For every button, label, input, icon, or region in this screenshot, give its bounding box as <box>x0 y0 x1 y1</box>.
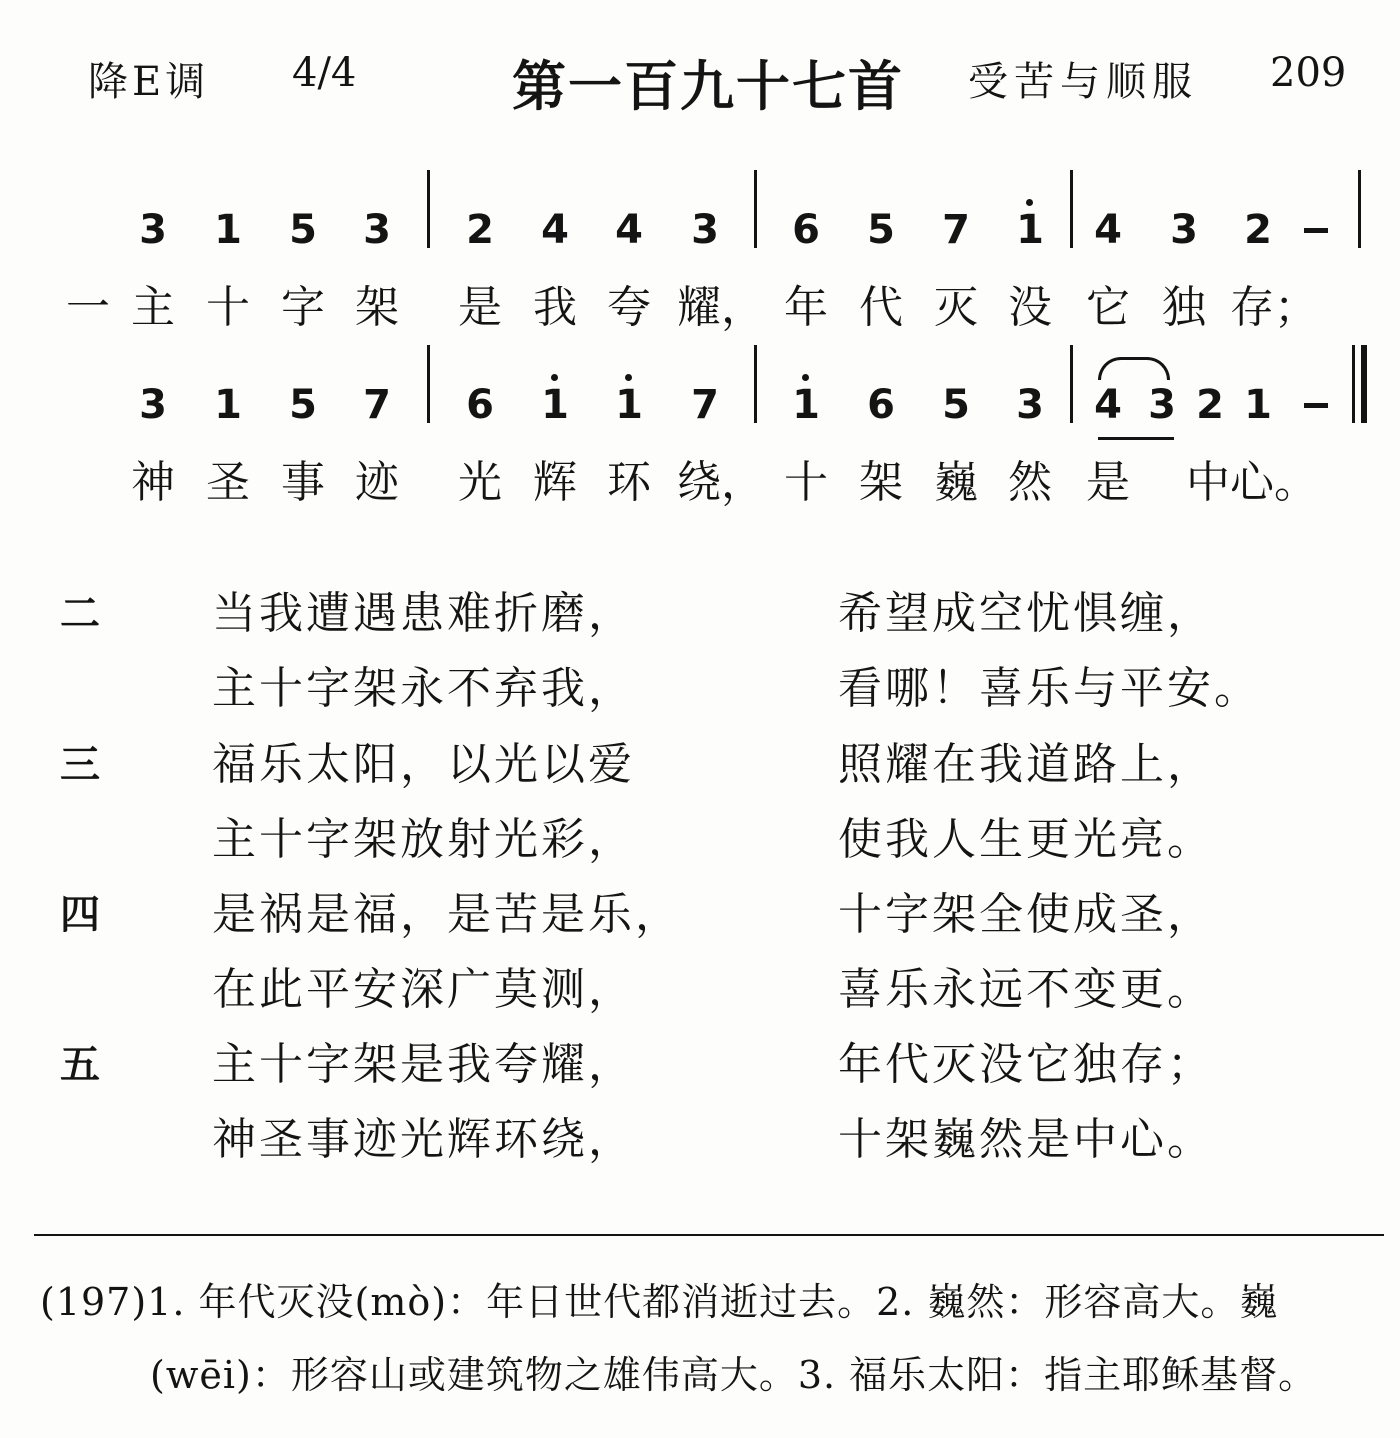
lyric-char: 巍 <box>934 457 978 508</box>
verse-number: 四 <box>60 892 100 938</box>
note: 3 <box>1148 382 1176 428</box>
note: 3 <box>363 207 391 253</box>
note: 1 <box>214 207 242 253</box>
verse-line: 主十字架是我夸耀， <box>212 1039 635 1090</box>
note: 2 <box>466 207 494 253</box>
verse-line: 神圣事迹光辉环绕， <box>212 1114 635 1165</box>
lyric-char: 代 <box>859 282 903 333</box>
bar-line <box>427 170 430 248</box>
note: 5 <box>289 382 317 428</box>
verse-line: 看哪！喜乐与平安。 <box>838 663 1261 714</box>
note: 6 <box>867 382 895 428</box>
lyric-char: 是 <box>1086 457 1130 508</box>
hymn-category: 受苦与顺服 <box>968 59 1198 105</box>
sustain-dash <box>1304 228 1328 233</box>
footnote-divider <box>34 1234 1384 1236</box>
lyric-char: 灭 <box>934 282 978 333</box>
note: 1 <box>1010 190 1050 270</box>
note: 5 <box>942 382 970 428</box>
lyric-char: 耀， <box>677 282 765 333</box>
beam-line <box>1098 437 1174 440</box>
verse-number: 五 <box>60 1042 100 1088</box>
bar-line <box>754 345 757 423</box>
lyric-char: 中心。 <box>1186 457 1318 508</box>
lyric-char: 它 <box>1086 282 1130 333</box>
key-signature: 降E调 <box>88 59 210 105</box>
page-number: 209 <box>1270 50 1347 96</box>
verse-line: 主十字架永不弃我， <box>212 663 635 714</box>
score-line-2 <box>0 365 1400 445</box>
lyric-verse-number: 一 <box>66 282 110 333</box>
lyric-char: 夸 <box>607 282 651 333</box>
note: 1 <box>1244 382 1272 428</box>
note: 6 <box>466 382 494 428</box>
bar-line <box>754 170 757 248</box>
note: 4 <box>541 207 569 253</box>
note: 3 <box>139 382 167 428</box>
note: 7 <box>691 382 719 428</box>
note: 7 <box>942 207 970 253</box>
lyric-char: 十 <box>206 282 250 333</box>
bar-line <box>1070 170 1073 248</box>
lyric-char: 环 <box>607 457 651 508</box>
lyric-char: 存； <box>1230 282 1318 333</box>
note: 1 <box>786 365 826 445</box>
verse-line: 年代灭没它独存； <box>838 1039 1214 1090</box>
time-signature: 4/4 <box>292 50 357 96</box>
verse-number: 三 <box>60 742 100 788</box>
verse-line: 十架巍然是中心。 <box>838 1114 1214 1165</box>
lyric-char: 神 <box>131 457 175 508</box>
note: 1 <box>609 365 649 445</box>
verse-line: 福乐太阳，以光以爱 <box>212 739 635 790</box>
verse-line: 使我人生更光亮。 <box>838 814 1214 865</box>
note: 5 <box>289 207 317 253</box>
verse-line: 是祸是福，是苦是乐， <box>212 889 682 940</box>
lyric-char: 迹 <box>355 457 399 508</box>
lyric-char: 然 <box>1008 457 1052 508</box>
lyric-line-2 <box>0 450 1400 516</box>
lyric-char: 我 <box>533 282 577 333</box>
note: 4 <box>615 207 643 253</box>
sustain-dash <box>1304 403 1328 408</box>
footnote-line: (wēi)：形容山或建筑物之雄伟高大。3. 福乐太阳：指主耶稣基督。 <box>150 1353 1318 1397</box>
bar-line <box>1352 345 1355 423</box>
lyric-char: 辉 <box>533 457 577 508</box>
verse-number: 二 <box>60 591 100 637</box>
note: 5 <box>867 207 895 253</box>
lyric-char: 没 <box>1008 282 1052 333</box>
note: 3 <box>691 207 719 253</box>
note: 7 <box>363 382 391 428</box>
note: 2 <box>1196 382 1224 428</box>
verse-line: 在此平安深广莫测， <box>212 964 635 1015</box>
verse-line: 希望成空忧惧缠， <box>838 588 1214 639</box>
lyric-char: 主 <box>131 282 175 333</box>
verse-line: 当我遭遇患难折磨， <box>212 588 635 639</box>
bar-line <box>427 345 430 423</box>
note: 3 <box>1170 207 1198 253</box>
lyric-char: 圣 <box>206 457 250 508</box>
lyric-char: 事 <box>281 457 325 508</box>
score-line-1 <box>0 190 1400 270</box>
bar-line <box>1358 170 1361 248</box>
note: 1 <box>214 382 242 428</box>
lyric-char: 字 <box>281 282 325 333</box>
note: 6 <box>792 207 820 253</box>
verse-line: 喜乐永远不变更。 <box>838 964 1214 1015</box>
note: 4 <box>1094 207 1122 253</box>
lyric-char: 架 <box>355 282 399 333</box>
footnote-line: (197)1. 年代灭没(mò)：年日世代都消逝过去。2. 巍然：形容高大。巍 <box>40 1280 1279 1324</box>
final-bar-line <box>1361 345 1367 423</box>
note: 4 <box>1094 382 1122 428</box>
note: 1 <box>535 365 575 445</box>
verse-line: 主十字架放射光彩， <box>212 814 635 865</box>
note: 2 <box>1244 207 1272 253</box>
note: 3 <box>139 207 167 253</box>
lyric-char: 十 <box>784 457 828 508</box>
lyric-char: 绕， <box>677 457 765 508</box>
lyric-char: 光 <box>458 457 502 508</box>
verse-line: 照耀在我道路上， <box>838 739 1214 790</box>
lyric-char: 独 <box>1162 282 1206 333</box>
hymn-title: 第一百九十七首 <box>512 55 904 118</box>
lyric-line-1 <box>0 275 1400 341</box>
verse-line: 十字架全使成圣， <box>838 889 1214 940</box>
note: 3 <box>1016 382 1044 428</box>
lyric-char: 是 <box>458 282 502 333</box>
bar-line <box>1070 345 1073 423</box>
lyric-char: 年 <box>784 282 828 333</box>
lyric-char: 架 <box>859 457 903 508</box>
